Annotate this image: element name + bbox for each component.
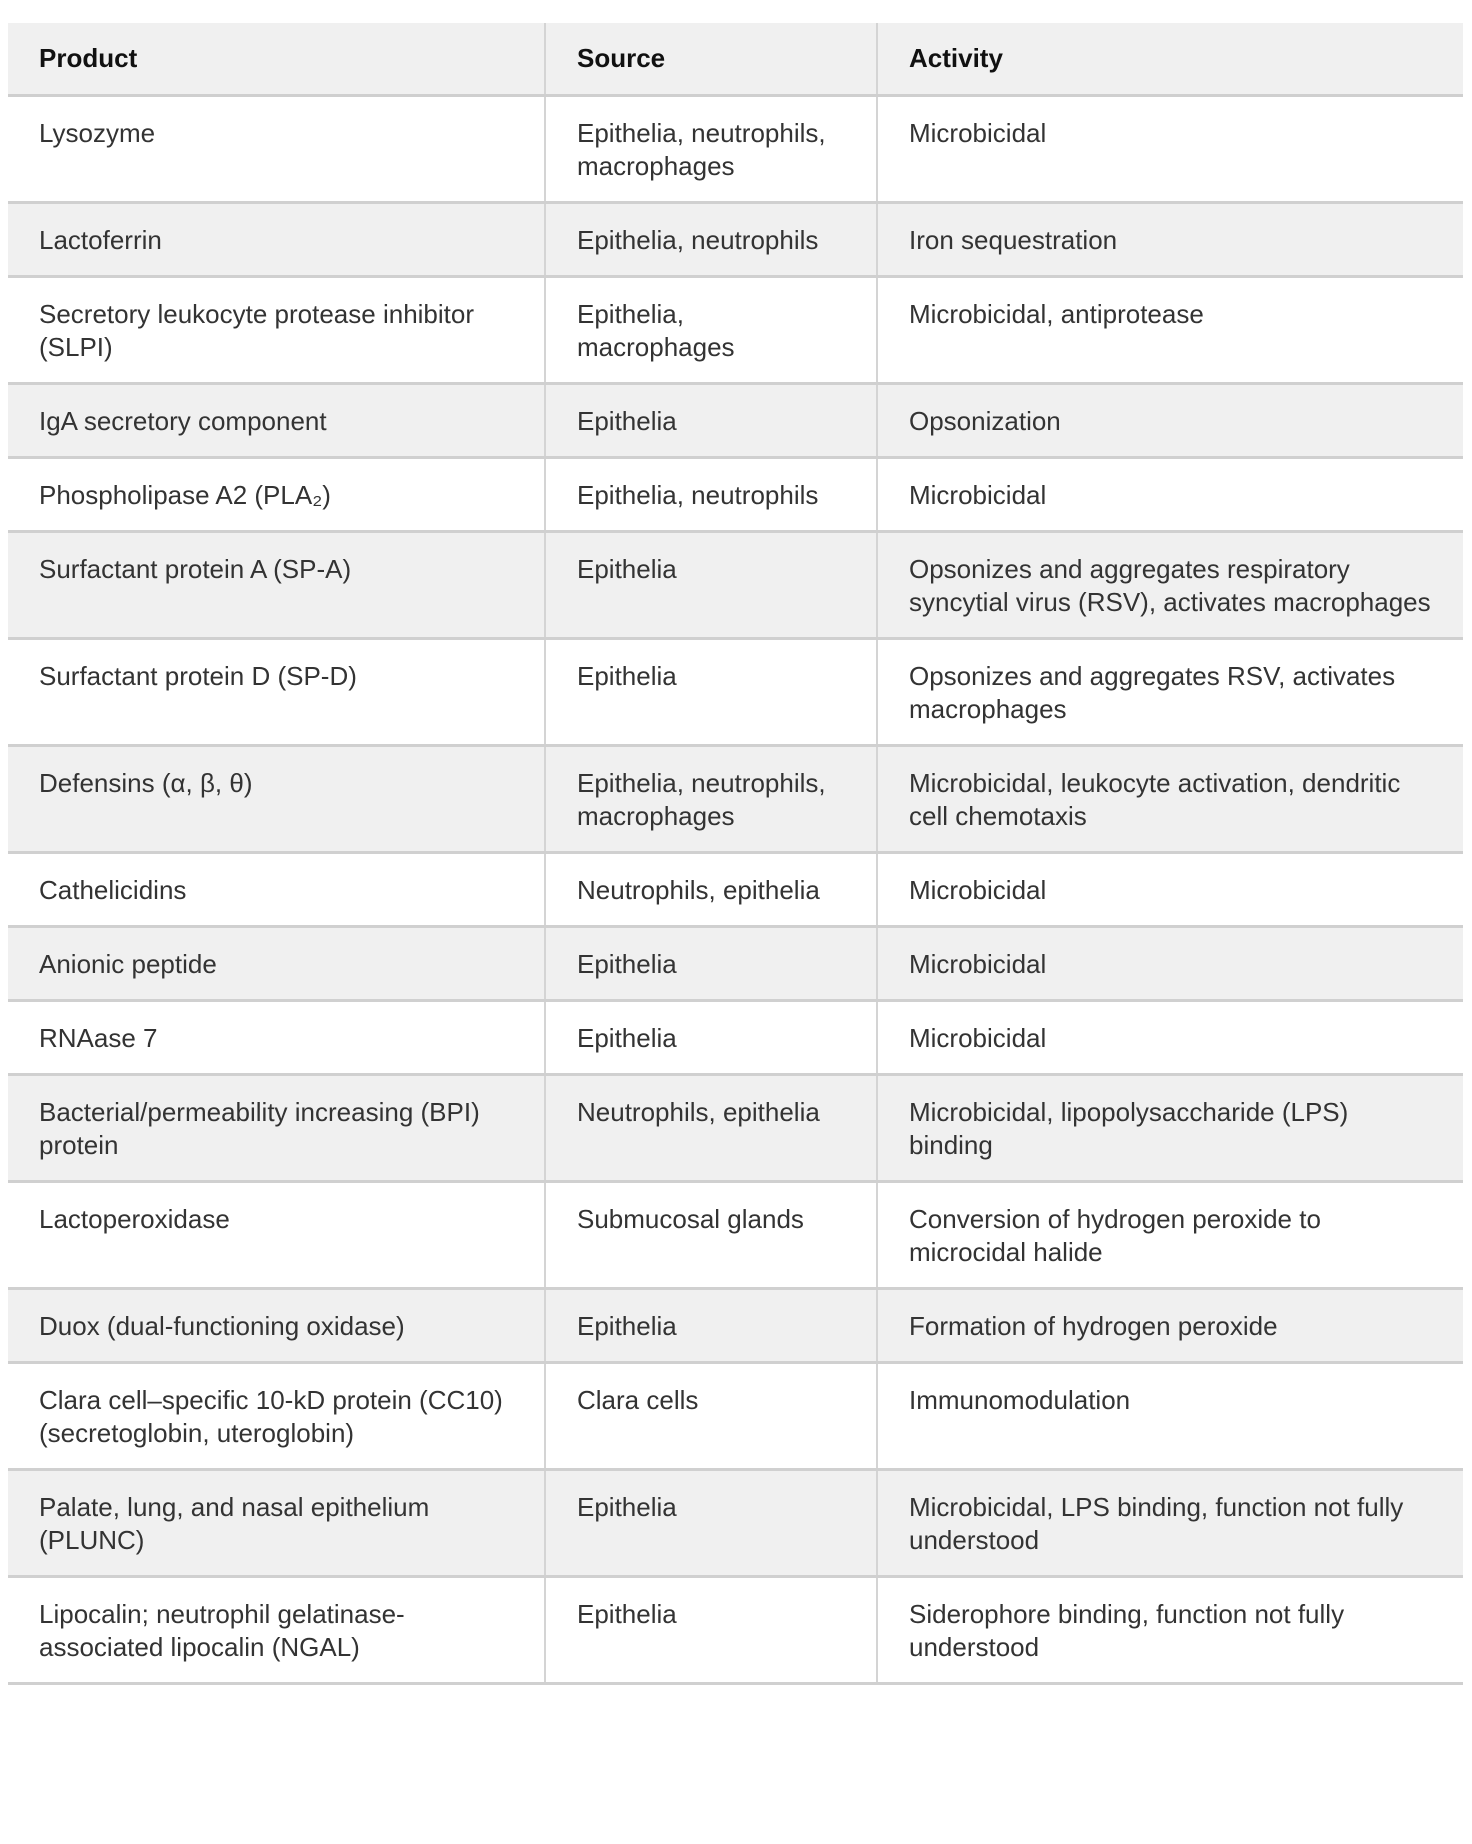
table-row xyxy=(8,1289,1463,1363)
activity-cell: Microbicidal, LPS binding, function not fully understood xyxy=(877,1470,1463,1577)
source-cell: Neutrophils, epithelia xyxy=(545,1075,877,1182)
activity-cell: Microbicidal xyxy=(877,853,1463,927)
activity-cell: Immunomodulation xyxy=(877,1363,1463,1470)
antimicrobial-products-table xyxy=(8,23,1463,1685)
product-cell: Palate, lung, and nasal epithelium (PLUNC) xyxy=(39,1492,430,1555)
table-body xyxy=(8,96,1463,1684)
header-activity: Activity xyxy=(877,23,1463,96)
product-cell: Cathelicidins xyxy=(39,875,187,905)
table-header xyxy=(8,23,1463,96)
table-row xyxy=(8,384,1463,458)
table-row xyxy=(8,927,1463,1001)
activity-cell: Opsonizes and aggregates respiratory syncytial virus (RSV), activates macrophages xyxy=(877,532,1463,639)
source-cell: Epithelia xyxy=(545,532,877,639)
table-row xyxy=(8,1577,1463,1684)
source-cell: Epithelia xyxy=(545,639,877,746)
table-row xyxy=(8,1182,1463,1289)
product-cell: Lysozyme xyxy=(39,118,156,148)
product-cell: Surfactant protein D (SP-D) xyxy=(39,661,357,691)
activity-cell: Microbicidal, antiprotease xyxy=(877,277,1463,384)
table-row xyxy=(8,853,1463,927)
product-cell: Phospholipase A2 (PLA₂) xyxy=(39,480,331,510)
header-source: Source xyxy=(545,23,877,96)
activity-cell: Formation of hydrogen peroxide xyxy=(877,1289,1463,1363)
activity-cell: Siderophore binding, function not fully understood xyxy=(877,1577,1463,1684)
table-row xyxy=(8,277,1463,384)
activity-cell: Microbicidal xyxy=(877,96,1463,203)
activity-cell: Opsonization xyxy=(877,384,1463,458)
source-cell: Epithelia, macrophages xyxy=(545,277,877,384)
table-row xyxy=(8,458,1463,532)
product-cell: Defensins (α, β, θ) xyxy=(39,768,253,798)
activity-cell: Microbicidal xyxy=(877,458,1463,532)
source-cell: Epithelia xyxy=(545,1289,877,1363)
table-row xyxy=(8,746,1463,853)
product-cell: Surfactant protein A (SP-A) xyxy=(39,554,352,584)
activity-cell: Conversion of hydrogen peroxide to microcidal halide xyxy=(877,1182,1463,1289)
product-cell: IgA secretory component xyxy=(39,406,327,436)
table-row xyxy=(8,639,1463,746)
header-product: Product xyxy=(8,23,545,96)
product-cell: Anionic peptide xyxy=(39,949,217,979)
source-cell: Epithelia, neutrophils xyxy=(545,203,877,277)
product-cell: Lipocalin; neutrophil gelatinase-associated lipocalin (NGAL) xyxy=(39,1599,405,1662)
source-cell: Neutrophils, epithelia xyxy=(545,853,877,927)
source-cell: Epithelia, neutrophils xyxy=(545,458,877,532)
source-cell: Epithelia, neutrophils, macrophages xyxy=(545,96,877,203)
table-row xyxy=(8,1075,1463,1182)
product-cell: RNAase 7 xyxy=(39,1023,158,1053)
table-row xyxy=(8,96,1463,203)
source-cell: Clara cells xyxy=(545,1363,877,1470)
source-cell: Submucosal glands xyxy=(545,1182,877,1289)
table-row xyxy=(8,203,1463,277)
product-cell: Duox (dual-functioning oxidase) xyxy=(39,1311,405,1341)
activity-cell: Iron sequestration xyxy=(877,203,1463,277)
source-cell: Epithelia xyxy=(545,384,877,458)
activity-cell: Microbicidal, leukocyte activation, dendritic cell chemotaxis xyxy=(877,746,1463,853)
source-cell: Epithelia, neutrophils, macrophages xyxy=(545,746,877,853)
product-cell: Clara cell–specific 10-kD protein (CC10) (secretoglobin, uteroglobin) xyxy=(39,1385,503,1448)
activity-cell: Microbicidal xyxy=(877,1001,1463,1075)
header-row xyxy=(8,23,1463,96)
product-cell: Bacterial/permeability increasing (BPI) protein xyxy=(39,1097,480,1160)
table-row xyxy=(8,532,1463,639)
source-cell: Epithelia xyxy=(545,1001,877,1075)
table-row xyxy=(8,1470,1463,1577)
activity-cell: Opsonizes and aggregates RSV, activates macrophages xyxy=(877,639,1463,746)
source-cell: Epithelia xyxy=(545,927,877,1001)
activity-cell: Microbicidal xyxy=(877,927,1463,1001)
activity-cell: Microbicidal, lipopolysaccharide (LPS) binding xyxy=(877,1075,1463,1182)
source-cell: Epithelia xyxy=(545,1577,877,1684)
product-cell: Secretory leukocyte protease inhibitor (SLPI) xyxy=(39,299,475,362)
product-cell: Lactoperoxidase xyxy=(39,1204,230,1234)
product-cell: Lactoferrin xyxy=(39,225,162,255)
table-row xyxy=(8,1001,1463,1075)
table-row xyxy=(8,1363,1463,1470)
source-cell: Epithelia xyxy=(545,1470,877,1577)
